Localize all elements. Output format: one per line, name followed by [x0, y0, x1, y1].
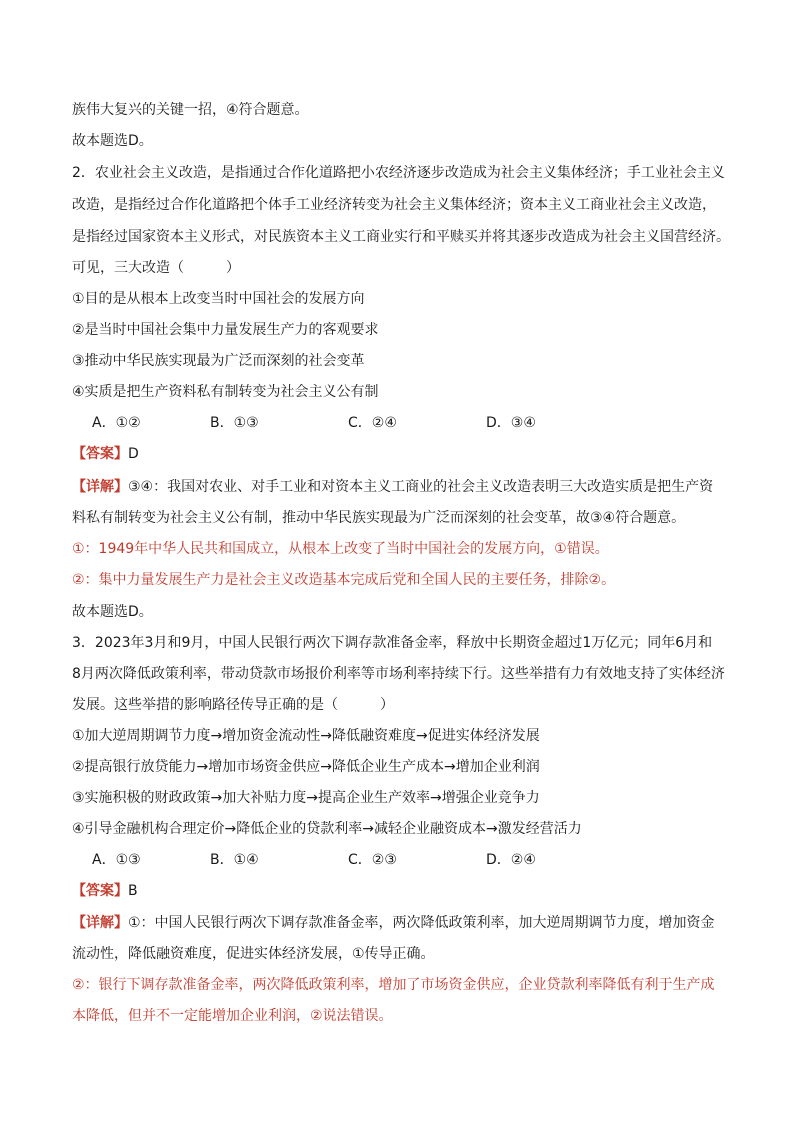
text-line: 8月两次降低政策利率，带动贷款市场报价利率等市场利率持续下行。这些举措有力有效地支持了实体经济 [72, 666, 725, 682]
detail-red-line: 本降低，但并不一定能增加企业利润，②说法错误。 [72, 1008, 393, 1024]
text-line: 故本题选D。 [72, 604, 153, 620]
question-2-stem: 2．农业社会主义改造，是指通过合作化道路把小农经济逐步改造成为社会主义集体经济；手工业社会主义 [72, 165, 725, 181]
statement-4: ④实质是把生产资料私有制转变为社会主义公有制 [72, 384, 379, 400]
text-line: 是指经过国家资本主义形式，对民族资本主义工商业实行和平赎买并将其逐步改造成为社会主义国营经济。 [72, 229, 730, 245]
detail-line: 料私有制转变为社会主义公有制，推动中华民族实现最为广泛而深刻的社会变革，故③④符合题意。 [72, 510, 686, 526]
text-line: 族伟大复兴的关键一招，④符合题意。 [72, 102, 309, 118]
text-line: 故本题选D。 [72, 133, 153, 149]
answer-line [72, 444, 139, 464]
detail-line [72, 913, 715, 933]
detail-line [72, 477, 713, 497]
detail-label: 【详解】 [72, 479, 128, 495]
text-line: 发展。这些举措的影响路径传导正确的是（ ） [72, 697, 394, 713]
option-a: A．①② [92, 415, 141, 431]
answer-label: 【答案】 [72, 883, 128, 899]
answer-value: B [128, 883, 138, 899]
statement-1: ①目的是从根本上改变当时中国社会的发展方向 [72, 291, 365, 307]
statement-1: ①加大逆周期调节力度→增加资金流动性→降低融资难度→促进实体经济发展 [72, 728, 540, 744]
detail-text: ①：中国人民银行两次下调存款准备金率，两次降低政策利率，加大逆周期调节力度，增加资金 [128, 915, 715, 931]
text-line: 改造，是指经过合作化道路把个体手工业经济转变为社会主义集体经济；资本主义工商业社会主义改造， [72, 197, 716, 213]
option-c: C．②④ [348, 415, 397, 431]
option-a: A．①③ [92, 852, 141, 868]
detail-red-line: ①：1949年中华人民共和国成立，从根本上改变了当时中国社会的发展方向，①错误。 [72, 541, 609, 557]
answer-value: D [128, 446, 139, 462]
detail-text: ③④：我国对农业、对手工业和对资本主义工商业的社会主义改造表明三大改造实质是把生产资 [128, 479, 714, 495]
option-b: B．①③ [210, 415, 259, 431]
statement-2: ②提高银行放贷能力→增加市场资金供应→降低企业生产成本→增加企业利润 [72, 759, 540, 775]
text-line: 可见，三大改造（ ） [72, 260, 240, 276]
statement-3: ③实施积极的财政政策→加大补贴力度→提高企业生产效率→增强企业竞争力 [72, 790, 540, 806]
statement-2: ②是当时中国社会集中力量发展生产力的客观要求 [72, 322, 379, 338]
option-b: B．①④ [210, 852, 259, 868]
question-3-stem: 3．2023年3月和9月，中国人民银行两次下调存款准备金率，释放中长期资金超过1万亿元；同年6月和 [72, 635, 713, 651]
statement-4: ④引导金融机构合理定价→降低企业的贷款利率→减轻企业融资成本→激发经营活力 [72, 821, 582, 837]
option-d: D．③④ [486, 415, 536, 431]
option-d: D．②④ [486, 852, 536, 868]
answer-label: 【答案】 [72, 446, 128, 462]
option-c: C．②③ [348, 852, 397, 868]
answer-line [72, 881, 138, 901]
detail-red-line: ②：银行下调存款准备金率，两次降低政策利率，增加了市场资金供应，企业贷款利率降低有利于生产成 [72, 977, 715, 993]
detail-red-line: ②：集中力量发展生产力是社会主义改造基本完成后党和全国人民的主要任务，排除②。 [72, 572, 616, 588]
detail-label: 【详解】 [72, 915, 128, 931]
statement-3: ③推动中华民族实现最为广泛而深刻的社会变革 [72, 353, 365, 369]
detail-line: 流动性，降低融资难度，促进实体经济发展，①传导正确。 [72, 946, 435, 962]
